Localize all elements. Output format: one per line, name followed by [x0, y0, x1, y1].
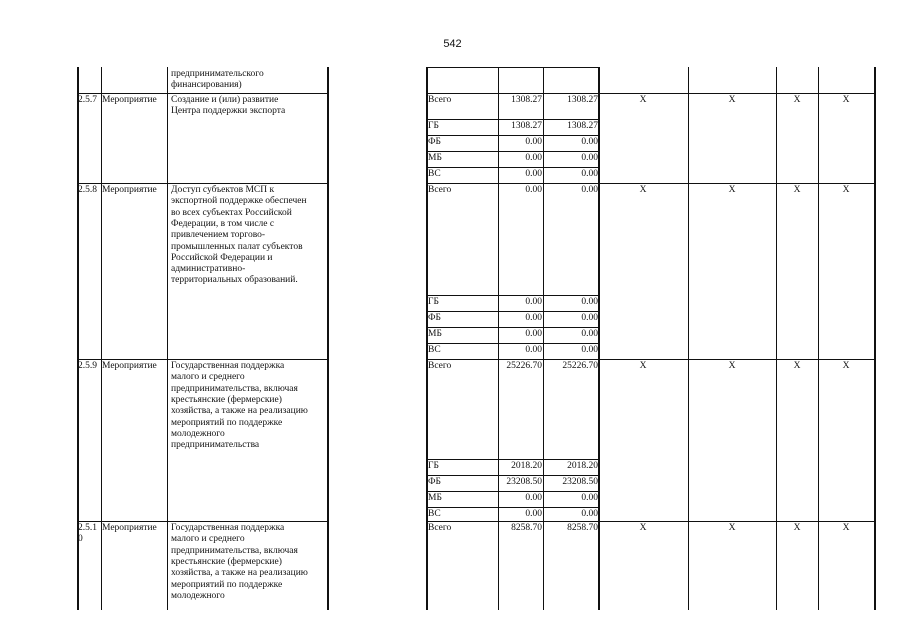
amount-year: 1308.27	[567, 121, 598, 131]
amount-total: 0.00	[525, 297, 542, 307]
description-line: предпринимательского	[171, 69, 264, 79]
source-label: Всего	[428, 361, 452, 371]
amount-year: 0.00	[581, 509, 598, 519]
amount-total: 0.00	[525, 313, 542, 323]
source-label: ФБ	[428, 137, 441, 147]
source-label: ФБ	[428, 477, 441, 487]
description-line: крестьянские (фермерские)	[171, 394, 282, 405]
item-type: Мероприятие	[102, 95, 157, 105]
row-separator	[77, 521, 328, 522]
amount-total: 23208.50	[506, 477, 542, 487]
source-label: ВС	[428, 169, 441, 179]
amount-total: 0.00	[525, 153, 542, 163]
row-separator	[77, 359, 328, 360]
x-mark: X	[639, 95, 647, 105]
subrow-line	[426, 151, 599, 152]
description-line: предпринимательства, включая	[171, 545, 298, 556]
amount-year: 0.00	[581, 313, 598, 323]
desc-col-line	[327, 67, 329, 610]
item-number: 2.5.1 0	[78, 523, 97, 545]
amount-total: 0.00	[525, 345, 542, 355]
amount-total: 0.00	[525, 185, 542, 195]
amount-year: 0.00	[581, 169, 598, 179]
amount-year: 2018.20	[567, 461, 598, 471]
description-line: административно-	[171, 264, 246, 275]
amount-year: 1308.27	[567, 95, 598, 105]
subrow-line	[426, 295, 599, 296]
amount-year: 0.00	[581, 137, 598, 147]
source-label: Всего	[428, 185, 452, 195]
description-line: экспортной поддержке обеспечен	[171, 196, 307, 207]
page-number: 542	[443, 38, 462, 50]
source-label: МБ	[428, 493, 442, 503]
amount-year: 0.00	[581, 329, 598, 339]
description-line: Государственная поддержка	[171, 523, 285, 533]
description-line: молодежного	[171, 428, 225, 439]
amount-year: 8258.70	[567, 523, 598, 533]
source-label: ВС	[428, 345, 441, 355]
description-line: промышленных палат субъектов	[171, 241, 303, 252]
source-label: ГБ	[428, 121, 439, 131]
row-separator	[426, 93, 875, 94]
description-line: Государственная поддержка	[171, 361, 285, 371]
row-separator	[426, 183, 875, 184]
description-line: малого и среднего	[171, 534, 245, 545]
row-separator	[426, 521, 875, 522]
subrow-line	[426, 135, 599, 136]
x-mark: X	[728, 185, 736, 195]
subrow-line	[426, 491, 599, 492]
source-label: МБ	[428, 153, 442, 163]
x-mark: X	[728, 361, 736, 371]
subrow-line	[426, 475, 599, 476]
x-mark: X	[728, 523, 736, 533]
description-line: территориальных образований.	[171, 275, 298, 286]
description-line: Создание и (или) развитие	[171, 95, 279, 105]
amount-total: 0.00	[525, 137, 542, 147]
item-number: 2.5.8	[78, 185, 97, 195]
x-mark: X	[639, 523, 647, 533]
description-line: Российской Федерации и	[171, 252, 273, 263]
subrow-line	[426, 343, 599, 344]
amount-year: 0.00	[581, 297, 598, 307]
amount-total: 8258.70	[511, 523, 542, 533]
x-mark: X	[728, 95, 736, 105]
item-type: Мероприятие	[102, 523, 157, 533]
amount-year: 0.00	[581, 185, 598, 195]
item-type: Мероприятие	[102, 185, 157, 195]
source-label: Всего	[428, 95, 452, 105]
subrow-line	[426, 167, 599, 168]
amount-total: 0.00	[525, 493, 542, 503]
amount-total: 2018.20	[511, 461, 542, 471]
right-border	[874, 67, 876, 610]
subrow-line	[426, 507, 599, 508]
source-label: МБ	[428, 329, 442, 339]
description-line: крестьянские (фермерские)	[171, 556, 282, 567]
source-label: ГБ	[428, 461, 439, 471]
row-separator	[426, 359, 875, 360]
description-line: хозяйства, а также на реализацию	[171, 568, 308, 579]
amount-year: 23208.50	[562, 477, 598, 487]
item-type: Мероприятие	[102, 361, 157, 371]
amount-year: 0.00	[581, 493, 598, 503]
x-mark: X	[639, 185, 647, 195]
description-line: хозяйства, а также на реализацию	[171, 406, 308, 417]
x-mark: X	[793, 95, 801, 105]
description-line: малого и среднего	[171, 372, 245, 383]
description-line: предпринимательства, включая	[171, 383, 298, 394]
description-line: предпринимательства	[171, 440, 260, 451]
source-label: ФБ	[428, 313, 441, 323]
row-separator	[77, 93, 328, 94]
x-mark: X	[842, 361, 850, 371]
amount-total: 0.00	[525, 509, 542, 519]
subrow-line	[426, 459, 599, 460]
amount-year: 25226.70	[562, 361, 598, 371]
source-label: Всего	[428, 523, 452, 533]
description-line: во всех субъектах Российской	[171, 207, 292, 218]
amount-total: 1308.27	[511, 121, 542, 131]
amount-total: 1308.27	[511, 95, 542, 105]
x-mark: X	[793, 185, 801, 195]
description-line: Центра поддержки экспорта	[171, 106, 286, 117]
subrow-line	[426, 119, 599, 120]
x-mark: X	[793, 523, 801, 533]
right-top-line	[426, 67, 598, 68]
x-mark: X	[639, 361, 647, 371]
x-mark: X	[793, 361, 801, 371]
description-line: Федерации, в том числе с	[171, 218, 275, 229]
item-number: 2.5.7	[78, 95, 97, 105]
item-number: 2.5.9	[78, 361, 97, 371]
amount-total: 0.00	[525, 329, 542, 339]
x-mark: X	[842, 523, 850, 533]
amount-total: 0.00	[525, 169, 542, 179]
amount-total: 25226.70	[506, 361, 542, 371]
description-line: мероприятий по поддержке	[171, 417, 283, 428]
description-line: Доступ субъектов МСП к	[171, 185, 275, 195]
source-label: ВС	[428, 509, 441, 519]
description-line: молодежного	[171, 590, 225, 601]
row-separator	[77, 183, 328, 184]
amount-year: 0.00	[581, 345, 598, 355]
description-line: мероприятий по поддержке	[171, 579, 283, 590]
description-line: финансирования)	[171, 80, 242, 91]
source-label: ГБ	[428, 297, 439, 307]
x-mark: X	[842, 95, 850, 105]
amount-year: 0.00	[581, 153, 598, 163]
x-mark: X	[842, 185, 850, 195]
subrow-line	[426, 311, 599, 312]
description-line: привлечением торгово-	[171, 230, 266, 241]
type-col-line	[167, 67, 168, 610]
subrow-line	[426, 327, 599, 328]
